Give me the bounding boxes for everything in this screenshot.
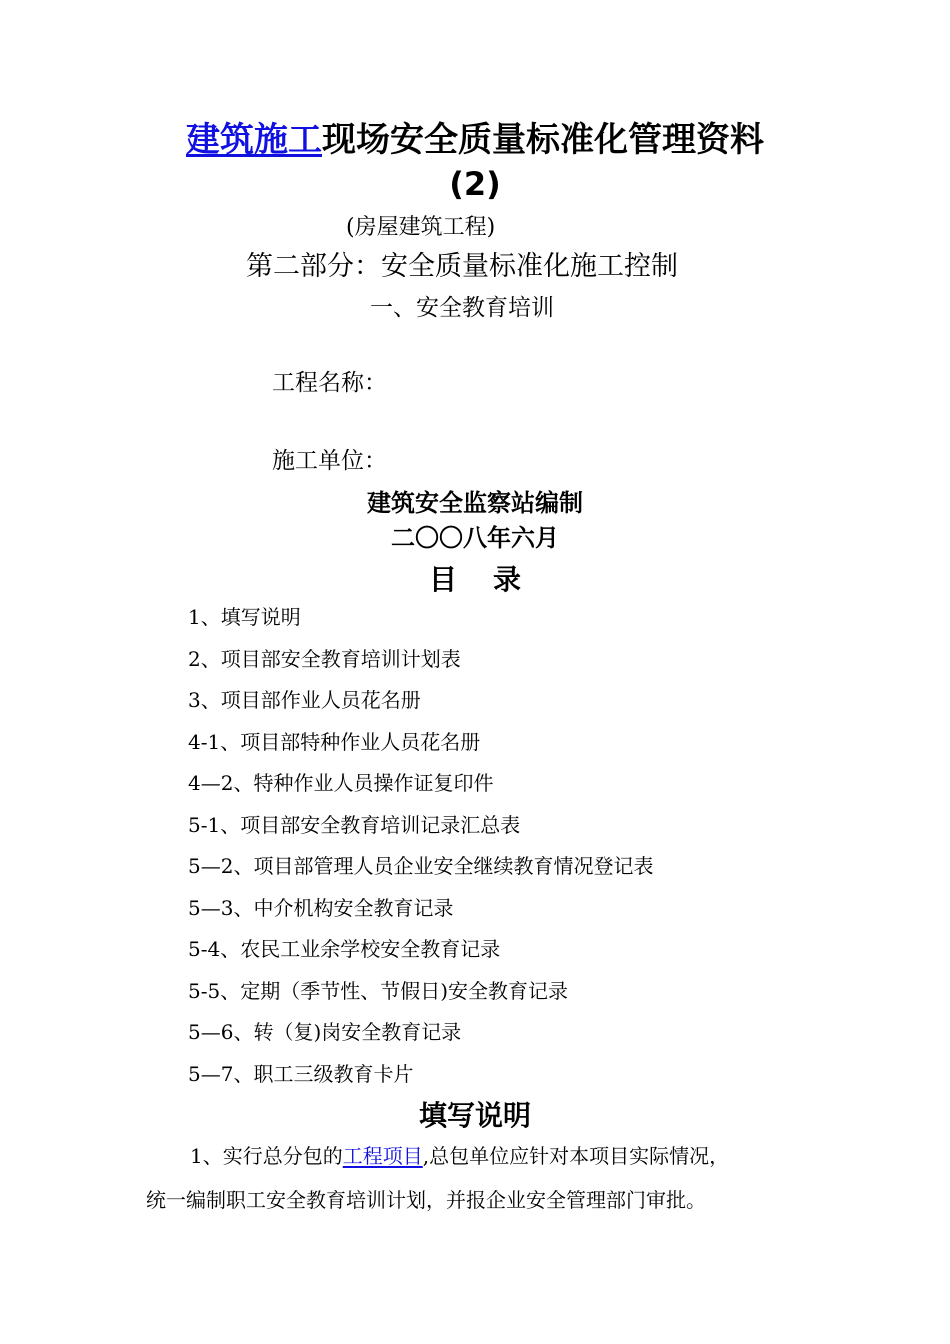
document-title [0,112,950,168]
toc-list [188,601,653,1099]
project-name-label: 工程名称： [272,370,387,396]
toc-item[interactable]: 5-1、项目部安全教育培训记录汇总表 [188,812,521,837]
toc-item[interactable]: 1、填写说明 [188,605,301,629]
toc-item[interactable]: 3、项目部作业人员花名册 [188,688,421,712]
instructions-paragraph-1 [190,1140,729,1169]
publisher: 建筑安全监察站编制 [367,488,583,517]
toc-item[interactable]: 5—7、职工三级教育卡片 [188,1061,414,1086]
toc-title-part1: 目 [428,563,457,596]
construction-unit-label: 施工单位： [272,448,387,474]
title-text: 现场安全质量标准化管理资料 [322,120,764,160]
para1-prefix: 1、实行总分包的 [190,1144,343,1168]
toc-item[interactable]: 5-4、农民工业余学校安全教育记录 [188,937,501,961]
toc-item[interactable]: 5-5、定期（季节性、节假日)安全教育记录 [188,978,569,1003]
toc-item[interactable]: 2、项目部安全教育培训计划表 [188,646,461,671]
project-link[interactable]: 工程项目 [342,1144,423,1168]
toc-item[interactable]: 4—2、特种作业人员操作证复印件 [188,771,494,795]
title-link[interactable]: 建筑施工 [186,120,322,160]
publish-date: 二〇〇八年六月 [391,523,559,552]
instructions-paragraph-2: 统一编制职工安全教育培训计划，并报企业安全管理部门审批。 [146,1188,706,1212]
title-number: (2) [449,165,501,203]
para1-suffix: ,总包单位应针对本项目实际情况， [422,1144,730,1168]
subtitle: (房屋建筑工程) [346,215,496,240]
toc-item[interactable]: 5—6、转（复)岗安全教育记录 [188,1020,462,1044]
toc-item[interactable]: 4-1、项目部特种作业人员花名册 [188,729,481,754]
part-heading: 第二部分：安全质量标准化施工控制 [246,251,678,282]
toc-item[interactable]: 5—3、中介机构安全教育记录 [188,895,454,920]
toc-item[interactable]: 5—2、项目部管理人员企业安全继续教育情况登记表 [188,854,654,878]
section-heading: 一、安全教育培训 [370,295,554,321]
instructions-title: 填写说明 [418,1099,531,1132]
toc-title-part2: 录 [493,563,522,596]
toc-title [0,558,950,598]
